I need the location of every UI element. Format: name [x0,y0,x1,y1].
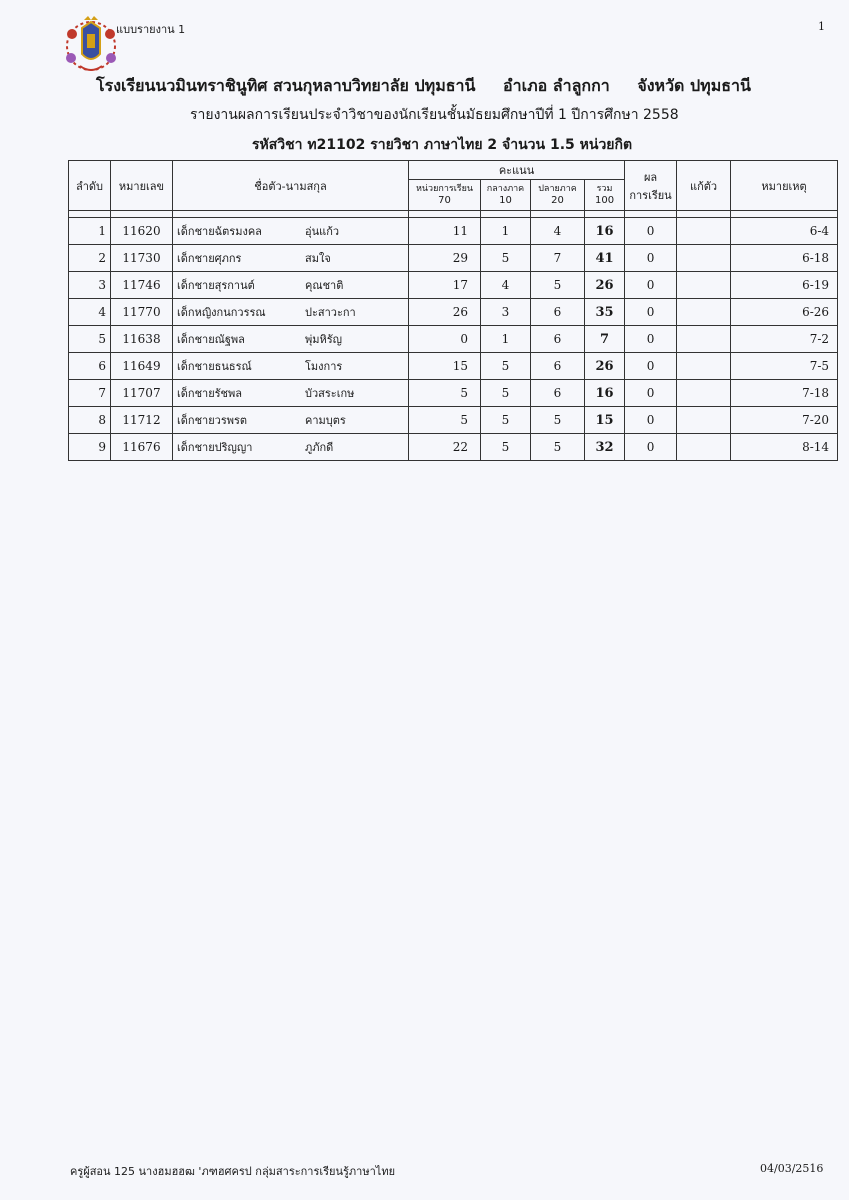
total-score: 16 [585,218,625,245]
header-result-line2: การเรียน [629,188,672,202]
student-name [173,272,409,299]
student-id: 11746 [111,272,173,299]
midterm-score: 1 [481,326,531,353]
row-number: 1 [69,218,111,245]
retake-cell [677,218,731,245]
grade-result: 0 [625,380,677,407]
midterm-score: 5 [481,353,531,380]
header-result [625,161,677,211]
midterm-max: 10 [499,195,512,206]
row-number: 6 [69,353,111,380]
grade-result: 0 [625,245,677,272]
student-id: 11620 [111,218,173,245]
header-order: ลำดับ [69,161,111,211]
total-max: 100 [594,195,615,206]
first-name: เด็กชายรัชพล [177,387,243,400]
student-name [173,353,409,380]
header-unit-score [409,180,481,211]
grade-result: 0 [625,299,677,326]
first-name: เด็กชายปริญญา [177,441,253,454]
last-name: คุณชาติ [305,279,344,292]
header-scores: คะแนน [409,161,625,180]
first-name: เด็กหญิงกนกวรรณ [177,306,266,319]
midterm-score: 5 [481,434,531,461]
midterm-score: 3 [481,299,531,326]
total-label: รวม [596,184,613,194]
subject-line: รหัสวิชา ท21102 รายวิชา ภาษาไทย 2 จำนวน 1.5 หน่วยกิต [252,137,633,153]
student-name [173,380,409,407]
final-score: 6 [531,380,585,407]
table-row [69,272,838,299]
unit-score: 5 [409,380,481,407]
table-header [69,161,838,211]
final-score: 7 [531,245,585,272]
first-name: เด็กชายฉัตรมงคล [177,225,262,238]
total-score: 7 [585,326,625,353]
retake-cell [677,353,731,380]
student-name [173,299,409,326]
student-name [173,326,409,353]
grade-result: 0 [625,218,677,245]
header-result-line1: ผล [643,170,658,184]
student-name [173,434,409,461]
grade-result: 0 [625,272,677,299]
total-score: 26 [585,353,625,380]
remark-cell: 7-20 [731,407,838,434]
last-name: พุ่มหิรัญ [305,333,343,346]
page-number: 1 [818,20,825,33]
total-score: 32 [585,434,625,461]
table-row [69,245,838,272]
report-title: รายงานผลการเรียนประจำวิชาของนักเรียนชั้นมัธยมศึกษาปีที่ 1 ปีการศึกษา 2558 [190,107,679,123]
retake-cell [677,434,731,461]
unit-score: 29 [409,245,481,272]
form-label: แบบรายงาน 1 [116,23,186,36]
unit-score: 11 [409,218,481,245]
table-row [69,434,838,461]
last-name: ปะสาวะกา [305,306,356,319]
midterm-score: 5 [481,380,531,407]
remark-cell: 7-2 [731,326,838,353]
total-score: 16 [585,380,625,407]
retake-cell [677,326,731,353]
header-total [585,180,625,211]
last-name: ภูภักดี [305,441,334,454]
district: อำเภอ ลำลูกกา [503,76,610,95]
remark-cell: 6-26 [731,299,838,326]
teacher-footer: ครูผู้สอน 125 นางฮมฮฮฒ 'ภฑฮศครป กลุ่มสาระการเรียนรู้ภาษาไทย [70,1165,396,1178]
table-row [69,299,838,326]
first-name: เด็กชายณัฐพล [177,333,245,346]
student-id: 11770 [111,299,173,326]
table-row [69,380,838,407]
student-name [173,218,409,245]
row-number: 5 [69,326,111,353]
unit-score: 22 [409,434,481,461]
header-midterm [481,180,531,211]
midterm-score: 4 [481,272,531,299]
retake-cell [677,299,731,326]
grade-result: 0 [625,353,677,380]
remark-cell: 6-4 [731,218,838,245]
table-row [69,218,838,245]
table-row [69,353,838,380]
unit-score: 26 [409,299,481,326]
school-header [96,74,796,99]
midterm-score: 5 [481,245,531,272]
unit-score: 5 [409,407,481,434]
school-emblem-icon [62,14,120,76]
remark-cell: 6-19 [731,272,838,299]
header-name: ชื่อตัว-นามสกุล [173,161,409,211]
final-score: 5 [531,434,585,461]
remark-cell: 7-5 [731,353,838,380]
last-name: บัวสระเกษ [305,387,355,400]
unit-score: 17 [409,272,481,299]
remark-cell: 6-18 [731,245,838,272]
row-number: 4 [69,299,111,326]
remark-cell: 8-14 [731,434,838,461]
total-score: 15 [585,407,625,434]
total-score: 26 [585,272,625,299]
final-max: 20 [551,195,564,206]
final-score: 6 [531,299,585,326]
final-label: ปลายภาค [538,184,577,194]
first-name: เด็กชายธนธรณ์ [177,360,252,373]
row-number: 9 [69,434,111,461]
grade-result: 0 [625,326,677,353]
header-remark: หมายเหตุ [731,161,838,211]
final-score: 4 [531,218,585,245]
midterm-score: 5 [481,407,531,434]
first-name: เด็กชายสุรกานต์ [177,279,255,292]
unit-score: 0 [409,326,481,353]
print-date: 04/03/2516 [760,1162,824,1175]
student-id: 11638 [111,326,173,353]
student-id: 11676 [111,434,173,461]
unit-score-label: หน่วยการเรียน [415,184,474,194]
first-name: เด็กชายศุภกร [177,252,242,265]
final-score: 5 [531,272,585,299]
total-score: 41 [585,245,625,272]
row-number: 8 [69,407,111,434]
row-number: 3 [69,272,111,299]
student-name [173,245,409,272]
first-name: เด็กชายวรพรต [177,414,248,427]
table-body [69,218,838,461]
unit-score-max: 70 [438,195,451,206]
retake-cell [677,407,731,434]
grade-result: 0 [625,407,677,434]
header-correction: แก้ตัว [677,161,731,211]
midterm-label: กลางภาค [486,184,525,194]
table-row [69,326,838,353]
student-id: 11707 [111,380,173,407]
last-name: คามบุตร [305,414,346,427]
grade-result: 0 [625,434,677,461]
table-row [69,407,838,434]
final-score: 6 [531,353,585,380]
student-id: 11712 [111,407,173,434]
retake-cell [677,272,731,299]
header-student-id: หมายเลข [111,161,173,211]
province: จังหวัด ปทุมธานี [637,76,751,95]
last-name: อุ่นแก้ว [305,225,340,238]
row-number: 7 [69,380,111,407]
student-id: 11649 [111,353,173,380]
final-score: 6 [531,326,585,353]
final-score: 5 [531,407,585,434]
last-name: โมงการ [305,360,343,373]
last-name: สมใจ [305,252,331,265]
school-name: โรงเรียนนวมินทราชินูทิศ สวนกุหลาบวิทยาลัย ปทุมธานี [96,76,476,95]
header-final [531,180,585,211]
remark-cell: 7-18 [731,380,838,407]
retake-cell [677,380,731,407]
total-score: 35 [585,299,625,326]
grades-table [68,160,838,461]
unit-score: 15 [409,353,481,380]
retake-cell [677,245,731,272]
midterm-score: 1 [481,218,531,245]
student-name [173,407,409,434]
row-number: 2 [69,245,111,272]
student-id: 11730 [111,245,173,272]
